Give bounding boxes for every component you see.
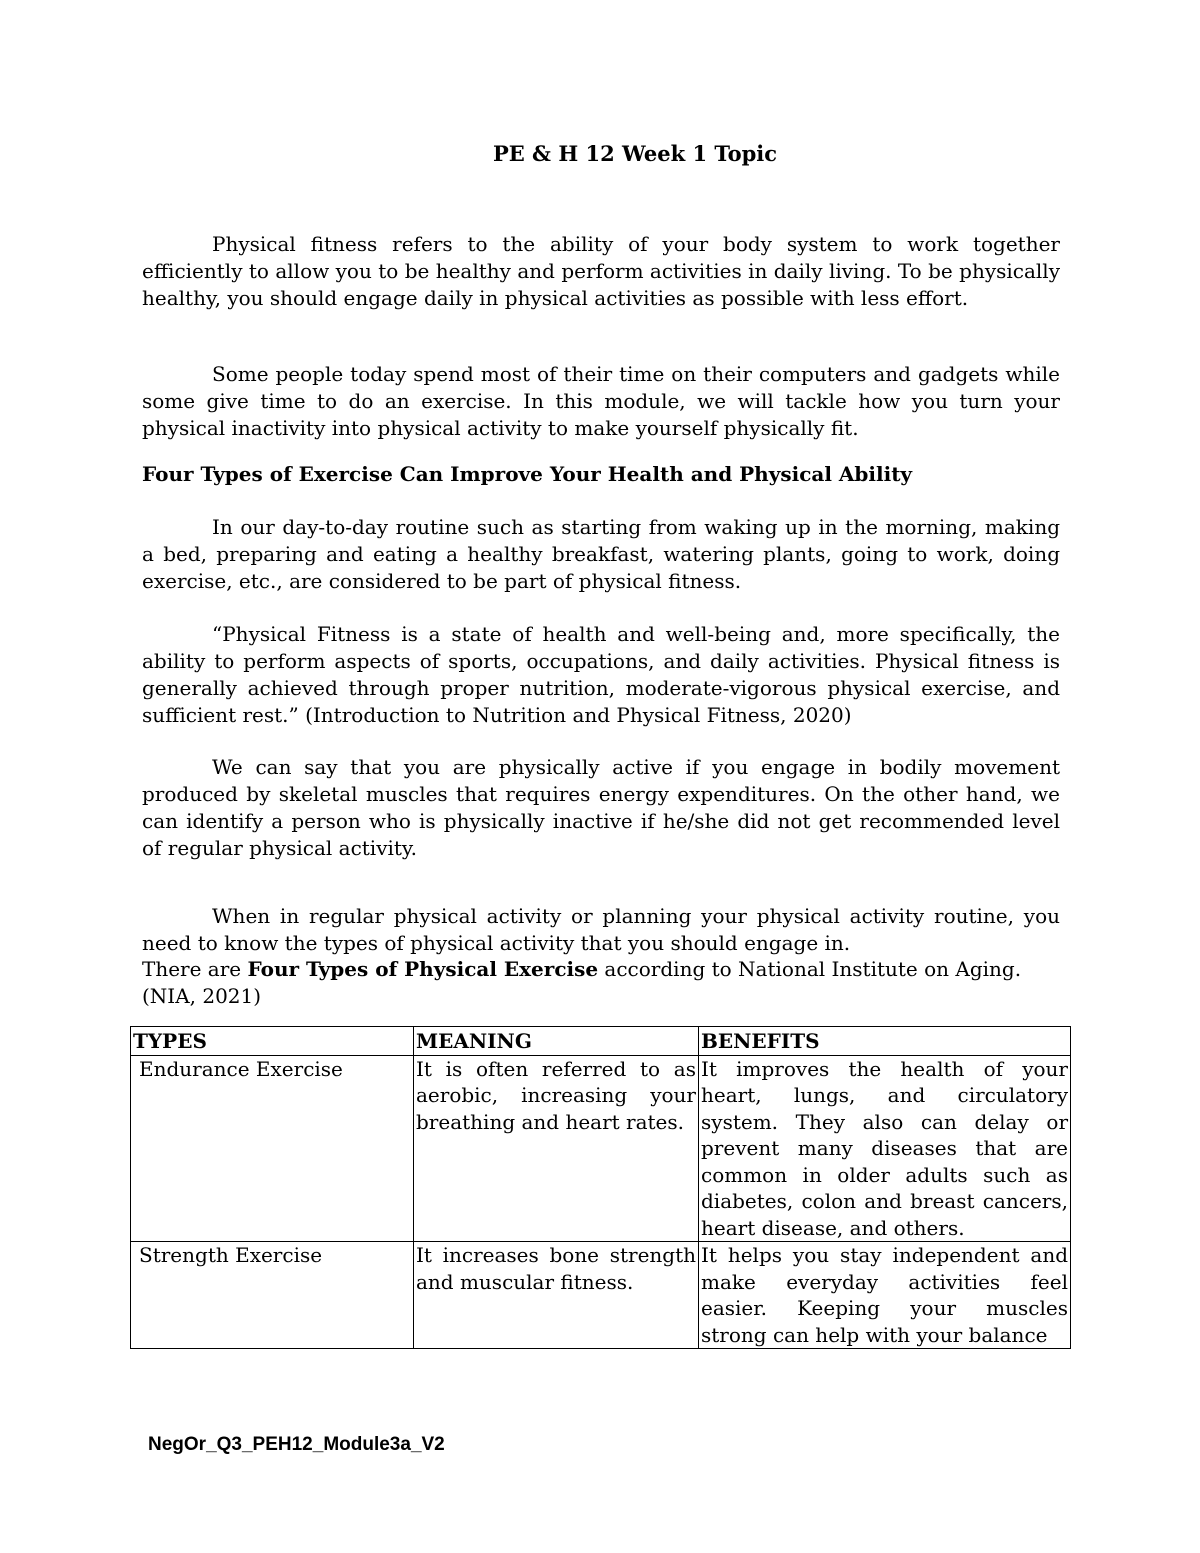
footer-module-code: NegOr_Q3_PEH12_Module3a_V2 [148, 1434, 445, 1455]
cell-meaning: It is often referred to as aerobic, increasing your breathing and heart rates. [414, 1055, 699, 1242]
table-header-row [131, 1027, 1071, 1056]
section-paragraph-4: When in regular physical activity or planning your physical activity routine, you need to know the types of physical activity that you should engage in. [142, 904, 1060, 955]
types-intro-prefix: There are [142, 957, 248, 981]
types-intro-suffix: according to National Institute on Aging. (NIA, 2021) [142, 957, 1022, 1008]
cell-benefits: It helps you stay independent and make everyday activities feel easier. Keeping your muscles strong can help with your balance [699, 1242, 1071, 1349]
types-intro-bold: Four Types of Physical Exercise [247, 957, 599, 981]
header-types: TYPES [131, 1027, 414, 1056]
intro-paragraph-2: Some people today spend most of their time on their computers and gadgets while some give time to do an exercise. In this module, we will tackle how you turn your physical inactivity into physical activity to make yourself physically fit. [142, 362, 1060, 440]
header-benefits: BENEFITS [699, 1027, 1071, 1056]
section-paragraph-2: “Physical Fitness is a state of health and well-being and, more specifically, the ability to perform aspects of sports, occupations, and daily activities. Physical fitness is generally achieved through proper nutrition, moderate-vigorous physical exercise, and sufficient rest.” (Introduction to Nutrition and Physical Fitness, 2020) [142, 622, 1060, 727]
page-title: PE & H 12 Week 1 Topic [492, 141, 778, 166]
types-intro-line [142, 956, 1062, 1010]
section-paragraph-1: In our day-to-day routine such as starting from waking up in the morning, making a bed, preparing and eating a healthy breakfast, watering plants, going to work, doing exercise, etc., are considered to be part of physical fitness. [142, 515, 1060, 593]
header-meaning: MEANING [414, 1027, 699, 1056]
intro-paragraph-1: Physical fitness refers to the ability of your body system to work together efficiently to allow you to be healthy and perform activities in daily living. To be physically healthy, you should engage daily in physical activities as possible with less effort. [142, 232, 1060, 310]
table-row [131, 1055, 1071, 1242]
section-paragraph-3: We can say that you are physically active if you engage in bodily movement produced by skeletal muscles that requires energy expenditures. On the other hand, we can identify a person who is physically inactive if he/she did not get recommended level of regular physical activity. [142, 755, 1060, 860]
section-heading: Four Types of Exercise Can Improve Your Health and Physical Ability [142, 462, 913, 486]
exercise-types-table [130, 1026, 1071, 1349]
cell-meaning: It increases bone strength and muscular fitness. [414, 1242, 699, 1349]
cell-type: Endurance Exercise [131, 1055, 414, 1242]
table-row [131, 1242, 1071, 1349]
cell-benefits: It improves the health of your heart, lungs, and circulatory system. They also can delay or prevent many diseases that are common in older adults such as diabetes, colon and breast cancers, heart disease, and others. [699, 1055, 1071, 1242]
cell-type: Strength Exercise [131, 1242, 414, 1349]
